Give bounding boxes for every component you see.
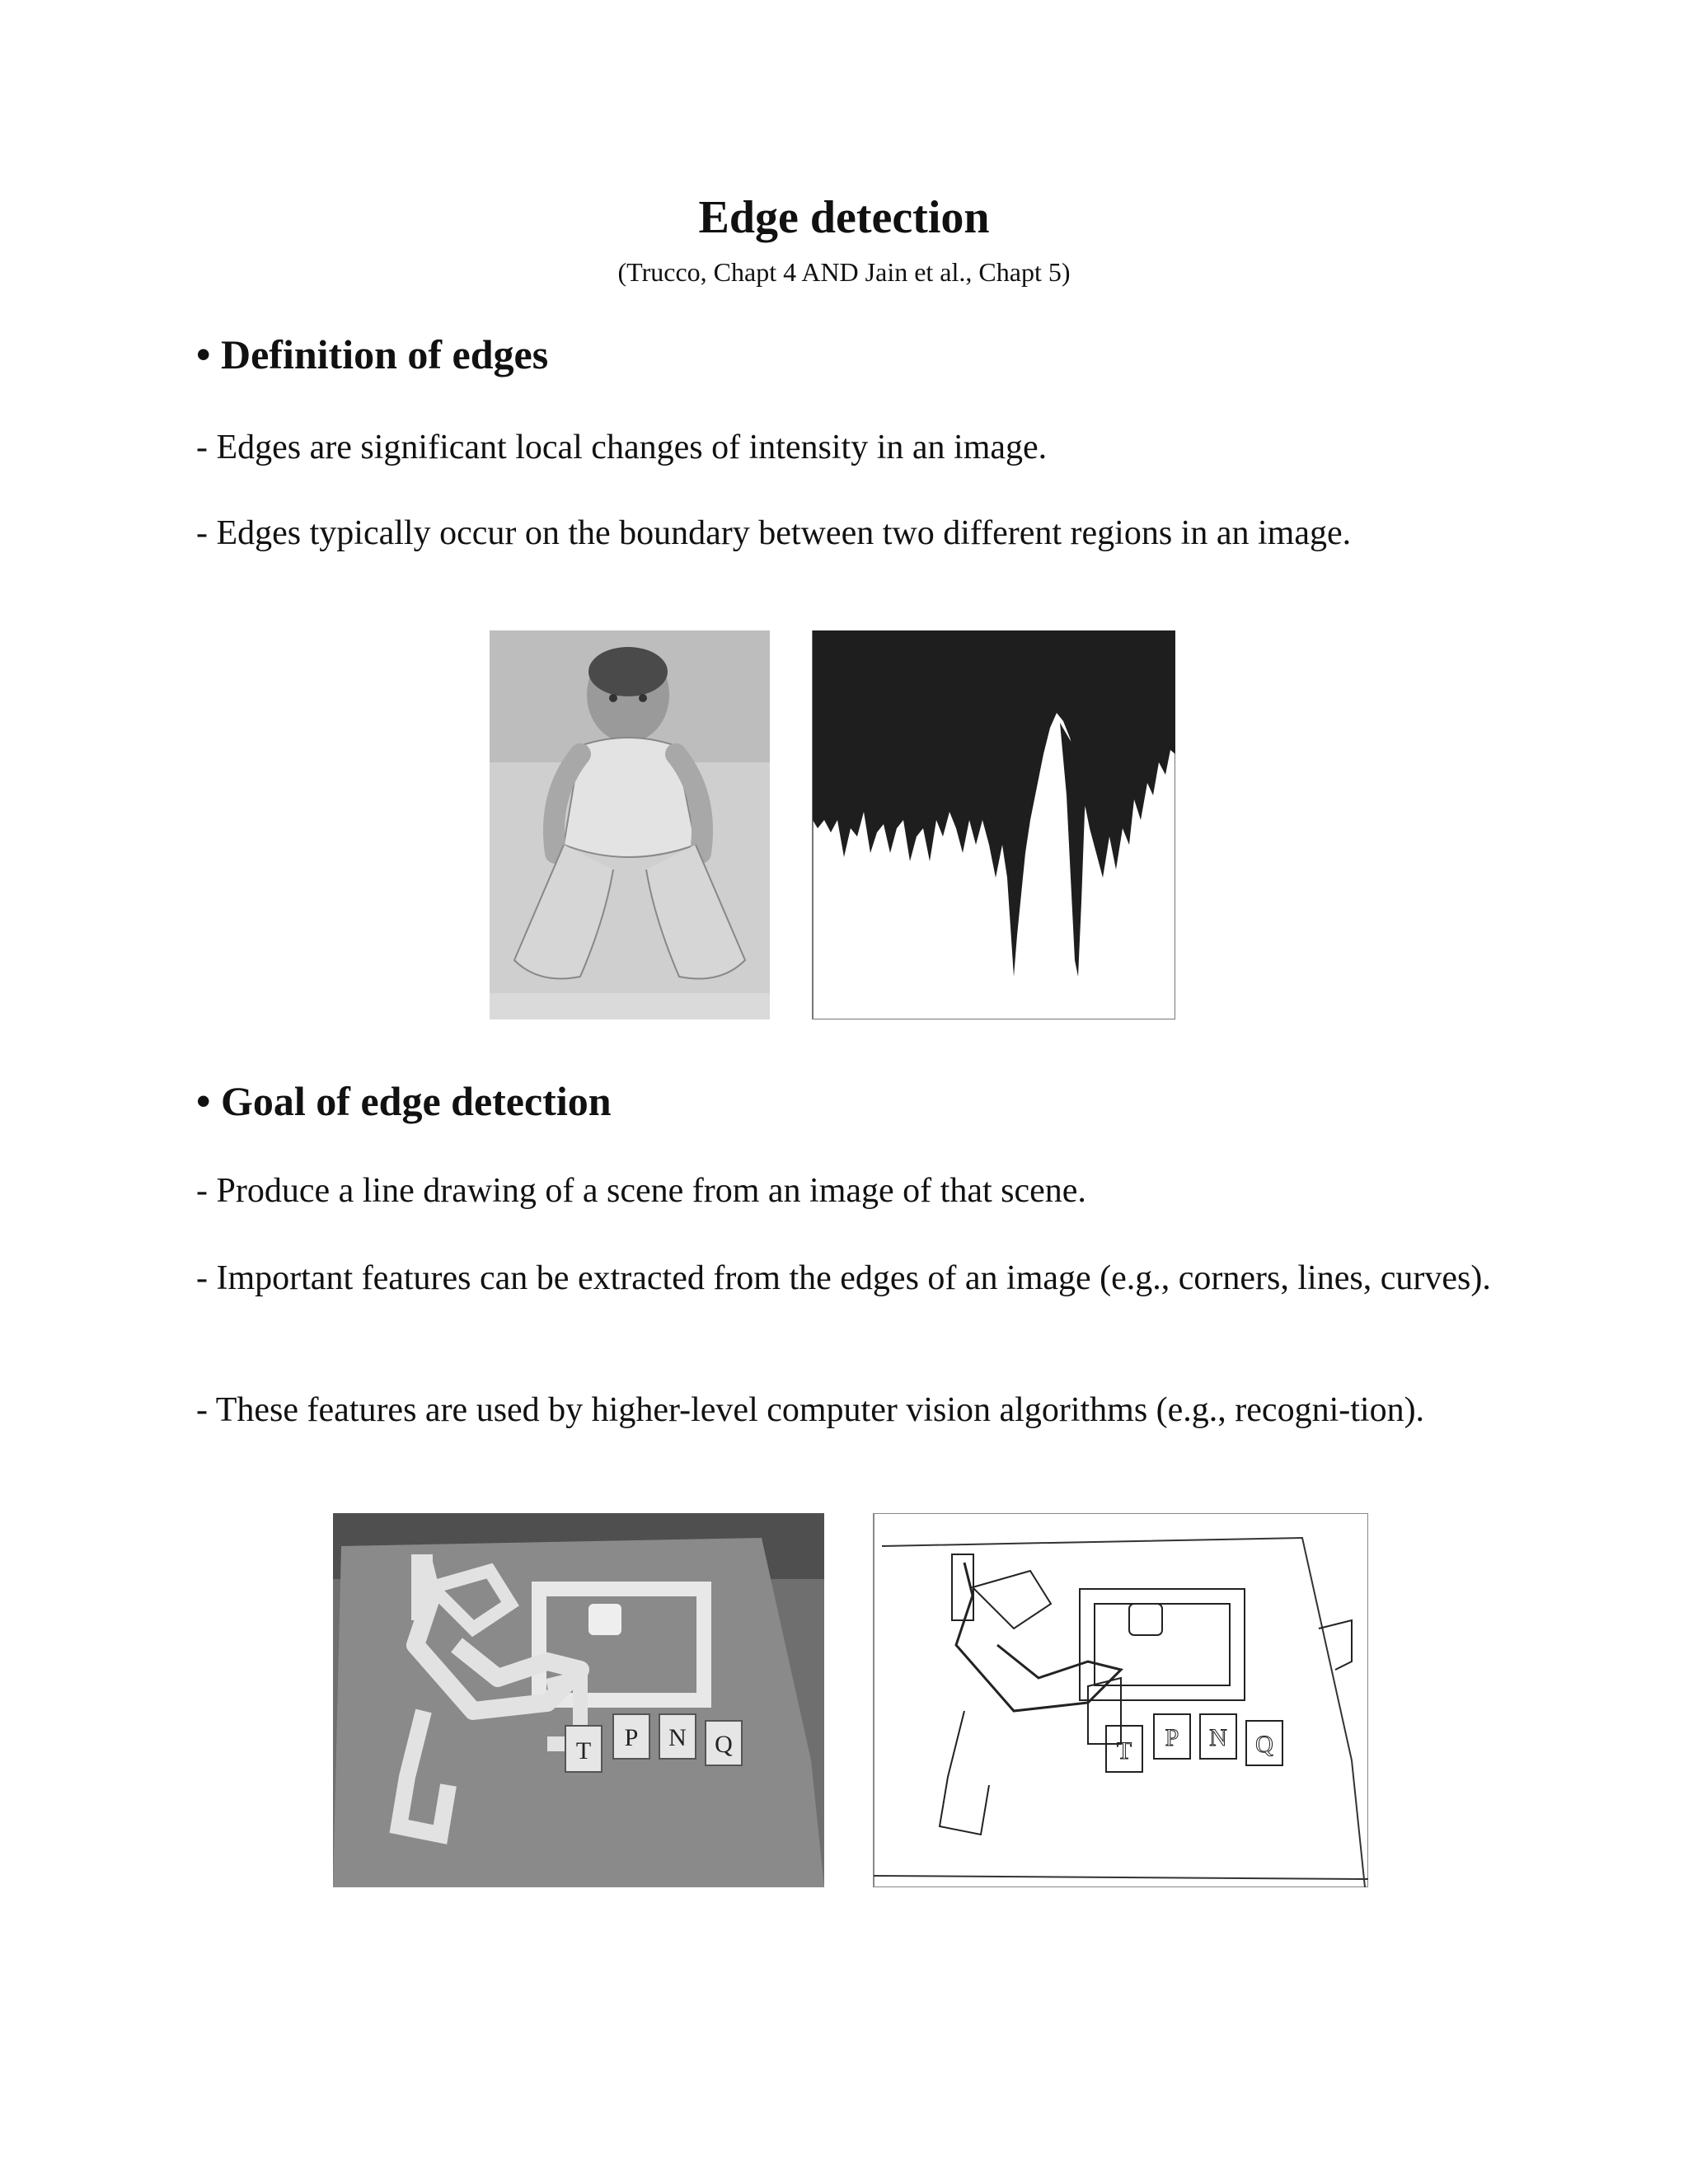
svg-text:P: P [624,1724,639,1751]
svg-text:N: N [668,1724,687,1751]
page-subtitle: (Trucco, Chapt 4 AND Jain et al., Chapt 5) [617,257,1071,287]
goal-point-3: - These features are used by higher-level computer vision algorithms (e.g., recogni-tion). [196,1391,1425,1429]
letter-block-P [613,1714,649,1759]
goal-point-2: - Important features can be extracted from the edges of an image (e.g., corners, lines, curves). [196,1259,1491,1297]
figure-2-graphic [333,1513,1368,1887]
definition-point-1: - Edges are significant local changes of intensity in an image. [196,429,1048,466]
letter-block-Q [706,1721,742,1765]
svg-text:P: P [1165,1724,1179,1751]
page-title: Edge detection [698,192,990,243]
svg-text:Q: Q [715,1731,733,1758]
svg-text:T: T [575,1737,592,1765]
svg-text:Q: Q [1255,1731,1273,1758]
figure-baby-edges [490,630,1175,1019]
baby-photograph-icon [490,630,770,1019]
figure-1-graphic [490,630,1175,1019]
goal-point-1: - Produce a line drawing of a scene from an image of that scene. [196,1172,1086,1210]
intensity-profile-plot-icon [813,630,1175,1019]
section-heading-definition: • Definition of edges [196,331,549,377]
block-scene-photograph-icon [333,1513,824,1887]
letter-block-N [659,1714,696,1759]
svg-text:T: T [1116,1737,1132,1765]
block-scene-edge-map-icon [874,1513,1368,1887]
figure-block-scene [333,1513,1368,1887]
letter-block-T [565,1726,602,1772]
svg-text:N: N [1209,1724,1227,1751]
section-heading-goal: • Goal of edge detection [196,1078,612,1124]
definition-point-2: - Edges typically occur on the boundary between two different regions in an image. [196,514,1352,552]
